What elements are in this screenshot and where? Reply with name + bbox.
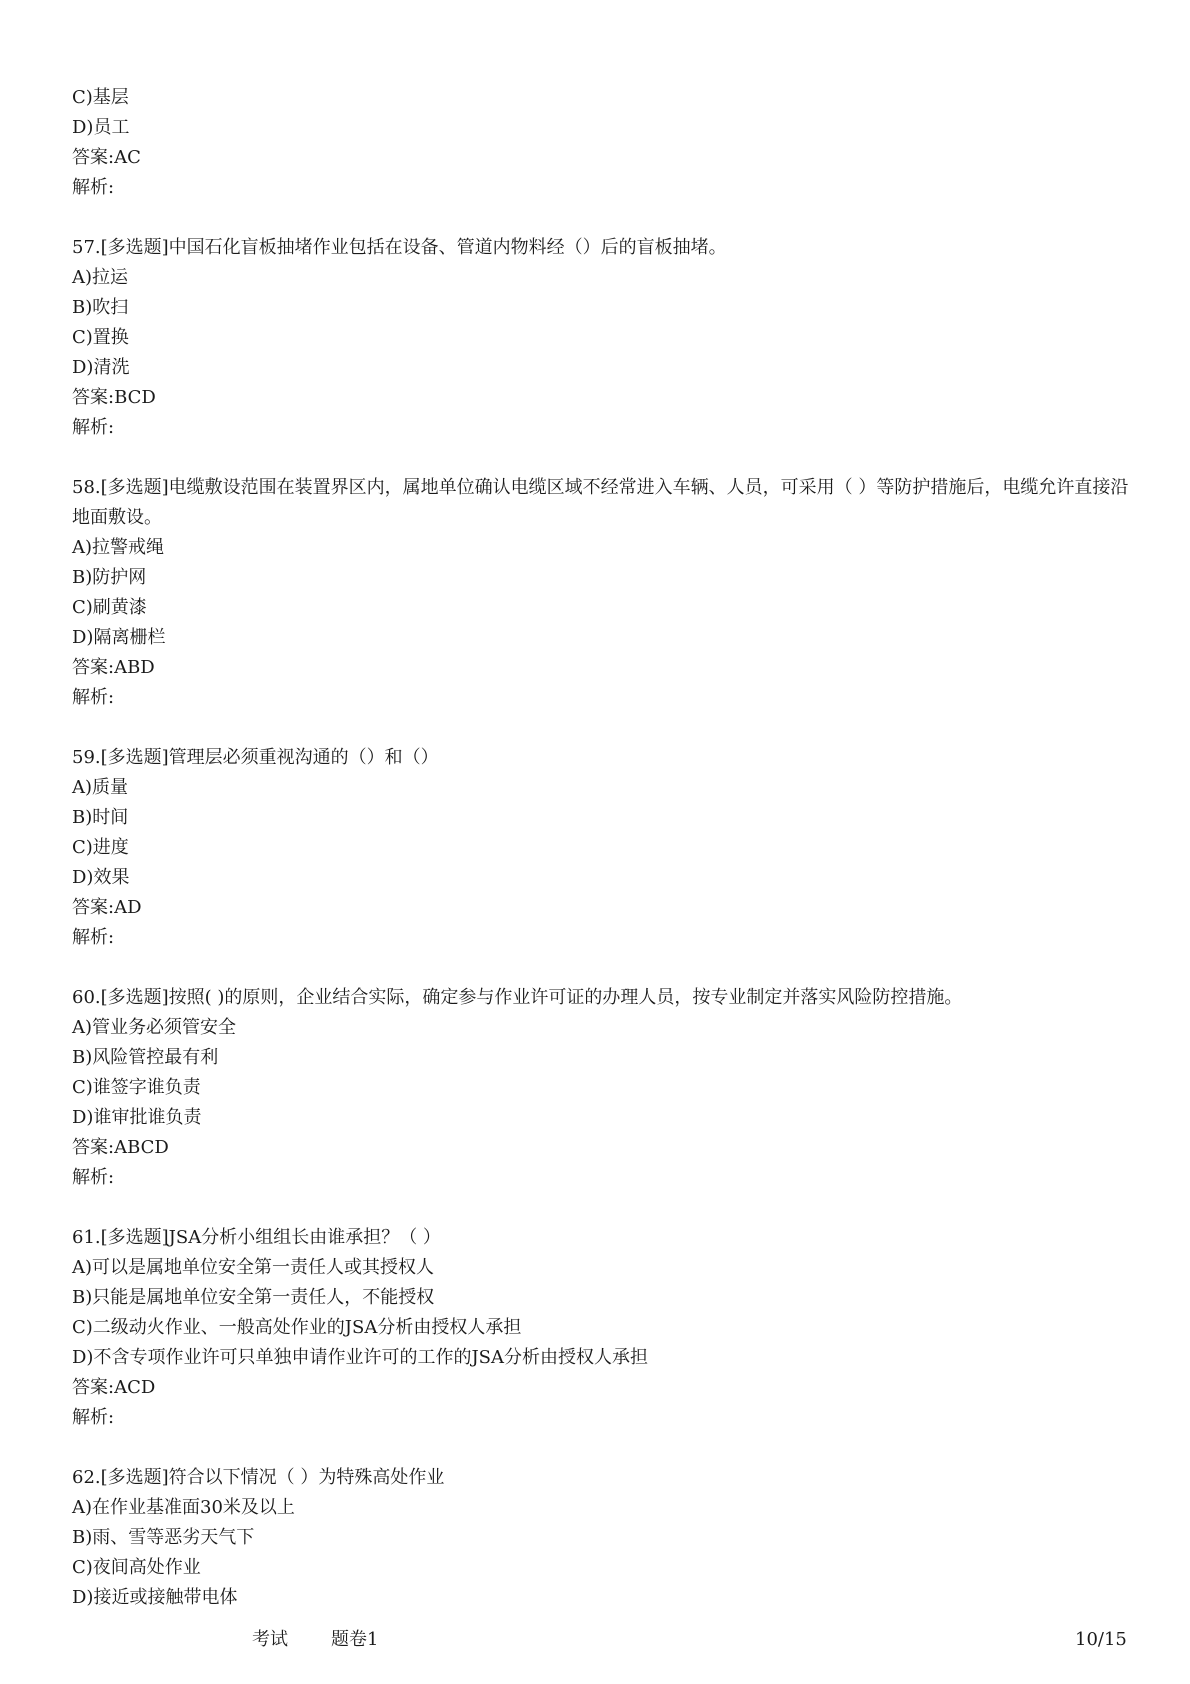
option-line: A)拉警戒绳 — [72, 537, 165, 558]
option-line: D)员工 — [72, 117, 130, 138]
question-block — [72, 473, 1132, 713]
spacer — [72, 1433, 1132, 1463]
spacer — [72, 1193, 1132, 1223]
option-line: D)谁审批谁负责 — [72, 1107, 202, 1128]
answer-line: 答案:AC — [72, 147, 141, 168]
analysis-line: 解析: — [72, 417, 115, 438]
option-line: B)防护网 — [72, 567, 147, 588]
analysis-line: 解析: — [72, 177, 115, 198]
analysis-line: 解析: — [72, 927, 115, 948]
option-line: B)只能是属地单位安全第一责任人，不能授权 — [72, 1287, 435, 1308]
option-line: C)夜间高处作业 — [72, 1557, 201, 1578]
option-line: A)可以是属地单位安全第一责任人或其授权人 — [72, 1257, 435, 1278]
question-stem: 62.[多选题]符合以下情况（ ）为特殊高处作业 — [72, 1467, 445, 1488]
option-line: A)管业务必须管安全 — [72, 1017, 237, 1038]
option-line: D)不含专项作业许可只单独申请作业许可的工作的JSA分析由授权人承担 — [72, 1347, 648, 1368]
option-line: B)时间 — [72, 807, 129, 828]
option-line: B)风险管控最有利 — [72, 1047, 219, 1068]
document-body — [72, 83, 1132, 1613]
option-line: C)进度 — [72, 837, 129, 858]
option-line: D)接近或接触带电体 — [72, 1587, 238, 1608]
option-line: C)谁签字谁负责 — [72, 1077, 201, 1098]
footer-exam-label: 考试 — [252, 1629, 288, 1650]
question-block — [72, 1223, 1132, 1433]
option-line: C)刷黄漆 — [72, 597, 147, 618]
answer-line: 答案:ACD — [72, 1377, 156, 1398]
question-block — [72, 233, 1132, 443]
question-block — [72, 1463, 1132, 1613]
option-line: A)拉运 — [72, 267, 129, 288]
option-line: D)效果 — [72, 867, 130, 888]
page-indicator: 10/15 — [1075, 1629, 1127, 1650]
carryover-block — [72, 83, 1132, 203]
question-block — [72, 743, 1132, 953]
footer-paper-label: 题卷1 — [331, 1629, 379, 1650]
answer-line: 答案:AD — [72, 897, 142, 918]
option-line: A)在作业基准面30米及以上 — [72, 1497, 295, 1518]
spacer — [72, 953, 1132, 983]
option-line: C)置换 — [72, 327, 129, 348]
analysis-line: 解析: — [72, 1167, 115, 1188]
answer-line: 答案:BCD — [72, 387, 156, 408]
option-line: C)基层 — [72, 87, 129, 108]
analysis-line: 解析: — [72, 1407, 115, 1428]
option-line: D)隔离栅栏 — [72, 627, 166, 648]
question-stem: 59.[多选题]管理层必须重视沟通的（）和（） — [72, 747, 439, 768]
answer-line: 答案:ABD — [72, 657, 155, 678]
option-line: A)质量 — [72, 777, 129, 798]
answer-line: 答案:ABCD — [72, 1137, 169, 1158]
option-line: C)二级动火作业、一般高处作业的JSA分析由授权人承担 — [72, 1317, 522, 1338]
spacer — [72, 713, 1132, 743]
question-stem: 60.[多选题]按照( )的原则，企业结合实际，确定参与作业许可证的办理人员，按专业制定并落实风险防控措施。 — [72, 987, 963, 1008]
question-stem: 57.[多选题]中国石化盲板抽堵作业包括在设备、管道内物料经（）后的盲板抽堵。 — [72, 237, 727, 258]
question-stem: 61.[多选题]JSA分析小组组长由谁承担？（ ） — [72, 1227, 441, 1248]
spacer — [72, 443, 1132, 473]
question-stem: 58.[多选题]电缆敷设范围在装置界区内，属地单位确认电缆区域不经常进入车辆、人员，可采用（ ）等防护措施后，电缆允许直接沿地面敷设。 — [72, 477, 1129, 528]
option-line: B)雨、雪等恶劣天气下 — [72, 1527, 255, 1548]
option-line: D)清洗 — [72, 357, 130, 378]
analysis-line: 解析: — [72, 687, 115, 708]
spacer — [72, 203, 1132, 233]
option-line: B)吹扫 — [72, 297, 129, 318]
question-block — [72, 983, 1132, 1193]
